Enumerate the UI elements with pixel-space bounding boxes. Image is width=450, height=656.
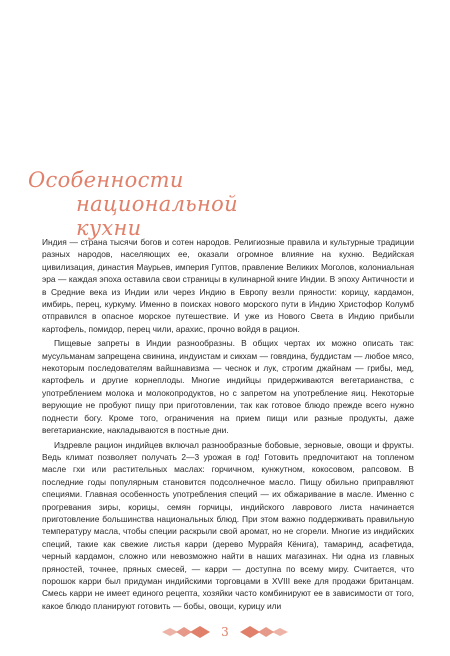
page-number: 3 xyxy=(221,625,229,639)
paragraph: Индия — страна тысячи богов и сотен народов. Религиозные правила и культурные традиции разных народов, населяющих ее, оказали огромное влияние на кухню. Ведийская цивилизация, династия Маурьев, империя Гуптов, правление Великих Моголов, колониальная эра — каждая эпоха оставила свои страницы в кулинарной книге Индии. В эпоху Античности и в Средние века из Индии или через Индию в Европу везли пряности: корицу, кардамон, имбирь, перец, куркуму. Именно в поисках нового морского пути в Индию Христофор Колумб отправился в опасное морское путешествие. И уже из Нового Света в Индию прибыли картофель, помидор, перец чили, арахис, прочно войдя в рацион. xyxy=(42,237,414,334)
section-title xyxy=(28,168,288,240)
right-ornament-icon xyxy=(238,623,290,641)
paragraph: Пищевые запреты в Индии разнообразны. В общих чертах их можно описать так: мусульманам запрещена свинина, индуистам и сикхам — говядина, буддистам — любое мясо, некоторым последователям вайшнавизма — чеснок и лук, строгим джайнам — грибы, мед, картофель и другие корнеплоды. Многие индийцы придерживаются вегетарианства, с употреблением молока и молокопродуктов, но с запретом на употребление яиц. Некоторые верующие не пробуют пищу при приготовлении, так как готовое блюдо прежде всего нужно поднести богу. Кроме того, ограничения на прием пищи или разные продукты, даже вегетарианские, накладываются в постные дни. xyxy=(42,338,414,436)
body-text xyxy=(42,236,414,614)
page-footer xyxy=(0,623,450,641)
left-ornament-icon xyxy=(160,623,212,641)
section-title-line-2: национальной кухни xyxy=(76,192,238,240)
section-title-line-1: Особенности xyxy=(28,168,184,192)
paragraph: Издревле рацион индийцев включал разнообразные бобовые, зерновые, овощи и фрукты. Ведь климат позволяет получать 2—3 урожая в год! Готовить предпочитают на топленом масле гхи или растительных маслах: горчичном, кунжутном, кокосовом, рапсовом. В последние годы популярным становится подсолнечное масло. Пищу обильно приправляют специями. Главная особенность употребления специй — их обжаривание в масле. Именно с прогревания зиры, корицы, семян горчицы, индийского лаврового листа начинается приготовление большинства национальных блюд. При этом важно поддерживать правильную температуру масла, чтобы специи раскрыли свой аромат, но не сгорели. Многие из индийских специй, такие как свежие листья карри (дерево Муррайя Кёнига), тамаринд, асафетида, черный кардамон, сложно или невозможно найти в наших магазинах. Ни одна из главных пряностей, точнее, пряных смесей, — карри — доступна по всему миру. Считается, что порошок карри был придуман индийскими торговцами в XVIII веке для продажи британцам. Смесь карри не имеет единого рецепта, хозяйки часто комбинируют ее в зависимости от того, какое блюдо планируют готовить — бобы, овощи, курицу или xyxy=(42,439,414,611)
